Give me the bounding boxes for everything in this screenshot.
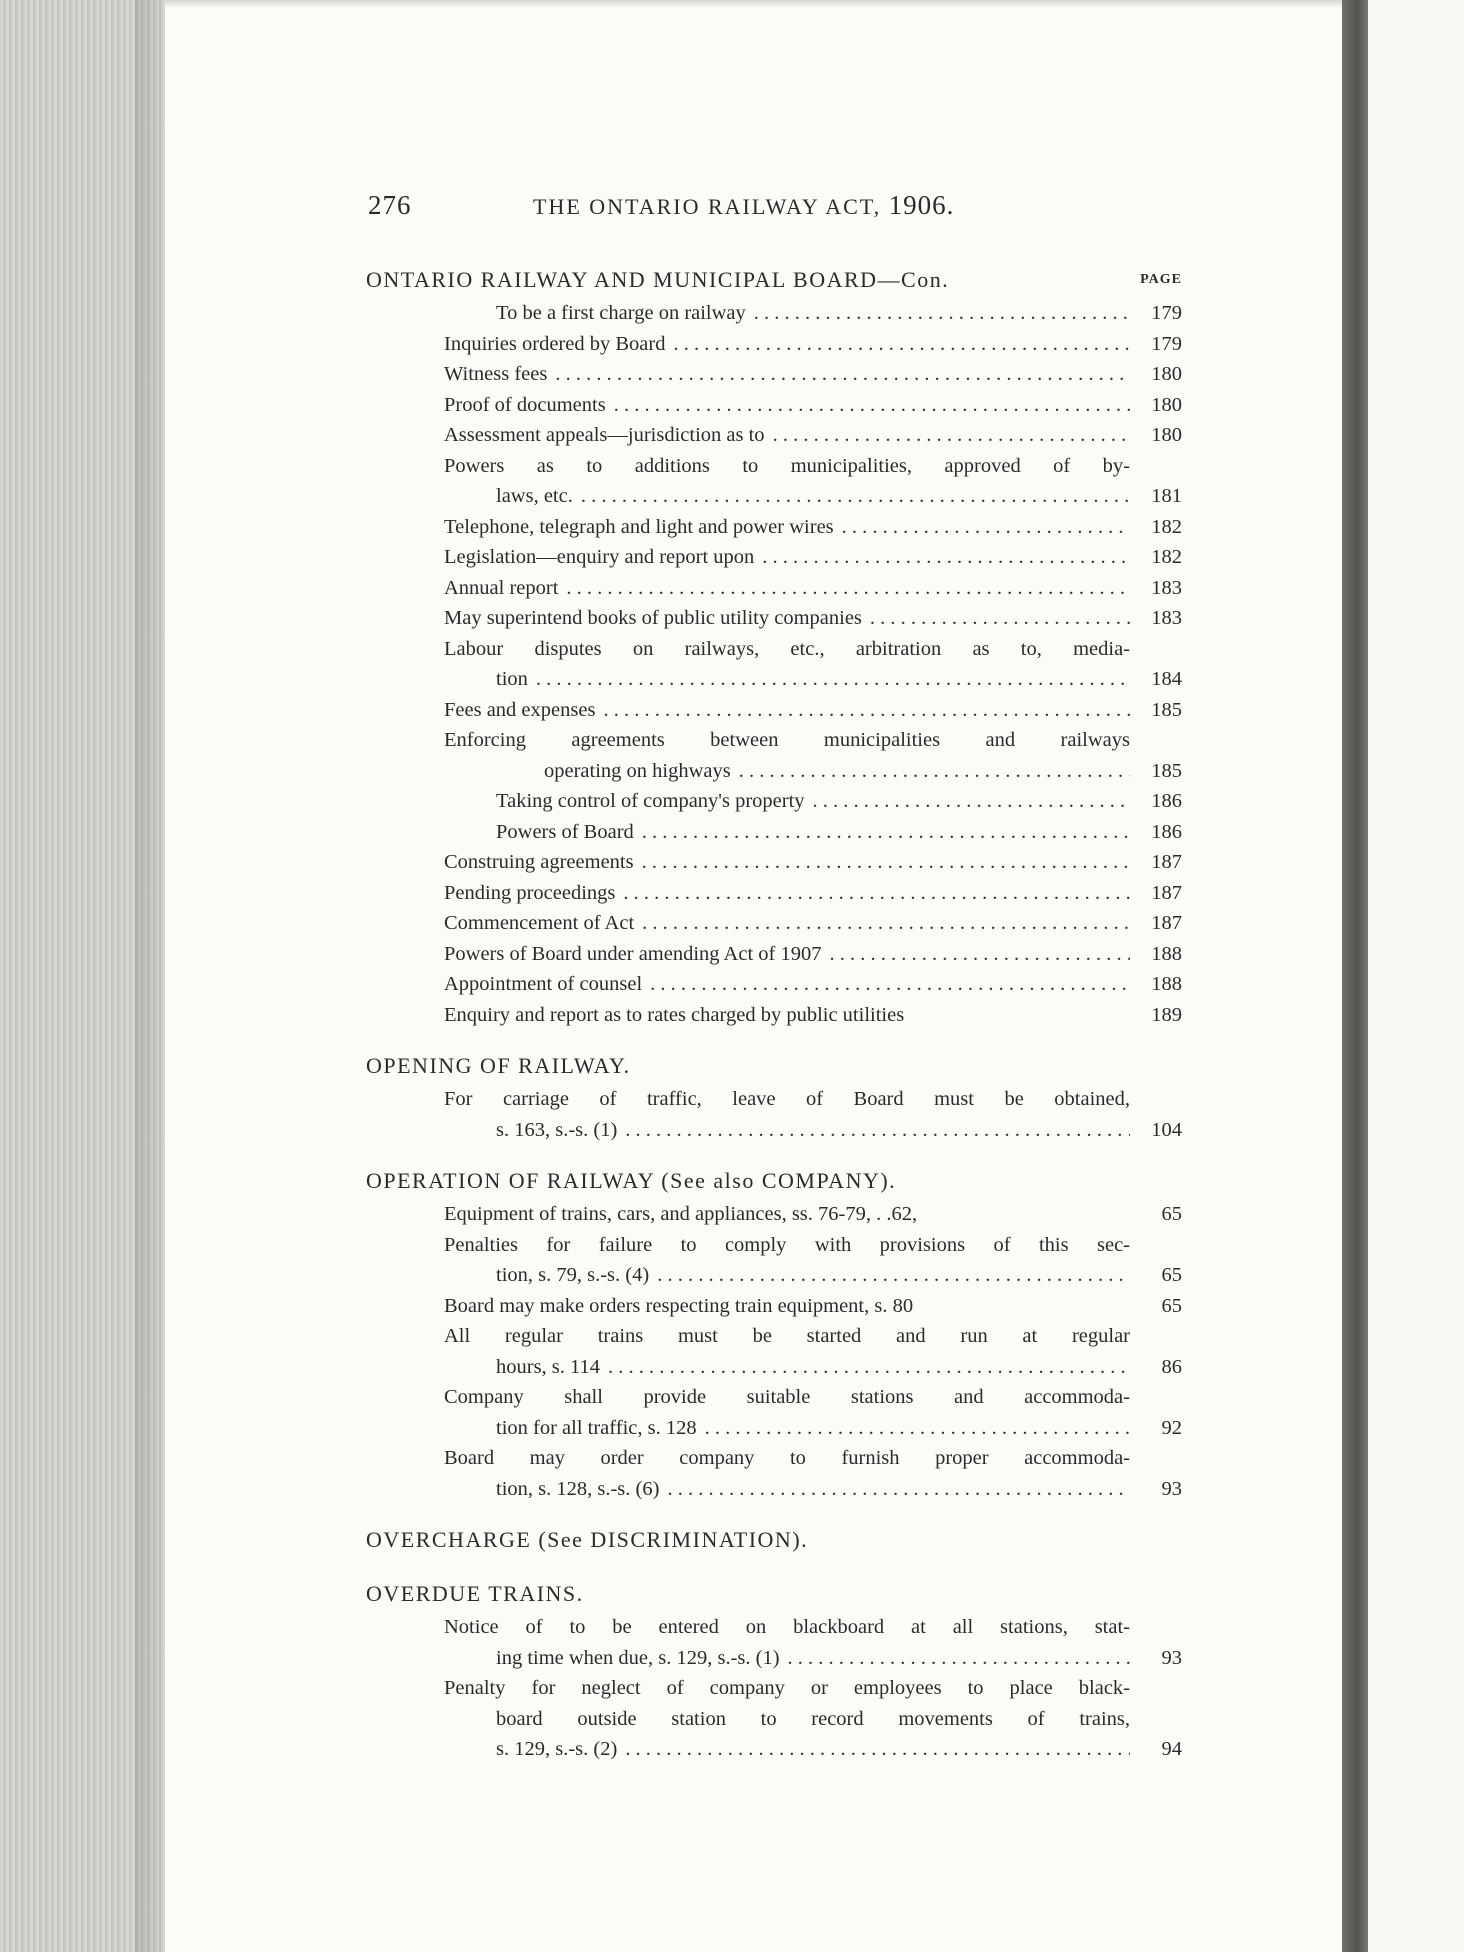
entry-text: tion, s. 128, s.-s. (6)	[496, 1477, 660, 1500]
index-entry	[366, 908, 1182, 939]
index-entry	[366, 390, 1182, 421]
entry-text: To be a first charge on railway	[496, 302, 746, 324]
entry-text: Powers as to additions to municipalities, approved of by-	[444, 454, 1130, 477]
section-heading	[366, 1522, 1182, 1558]
entry-line	[366, 451, 1130, 482]
entry-line	[366, 1704, 1130, 1735]
entry-line	[366, 878, 1130, 909]
entry-text: Company shall provide suitable stations and accommoda-	[444, 1386, 1130, 1408]
entry-line	[366, 1115, 1130, 1146]
entry-page-number: 183	[1151, 607, 1182, 629]
entry-text: s. 163, s.-s. (1)	[496, 1118, 618, 1141]
entry-line	[366, 908, 1130, 939]
entry-line	[366, 1413, 1130, 1444]
index-entry	[366, 1443, 1182, 1504]
entry-page-number: 186	[1151, 790, 1182, 812]
leader-dots	[566, 573, 1130, 604]
index-entry	[366, 878, 1182, 909]
entry-text: Proof of documents	[444, 393, 606, 416]
index-entry	[366, 1084, 1182, 1145]
entry-line	[366, 1199, 1130, 1230]
index-entry	[366, 1000, 1182, 1031]
entry-line	[366, 756, 1130, 787]
leader-dots	[642, 817, 1130, 848]
entry-text: Enquiry and report as to rates charged by public utilities	[444, 1003, 905, 1026]
leader-dots	[614, 390, 1130, 421]
section-gap	[366, 1504, 1182, 1522]
index-entry	[366, 329, 1182, 360]
entry-line	[366, 1734, 1130, 1765]
entry-text: May superintend books of public utility companies	[444, 607, 862, 629]
entry-page-number: 65	[1161, 1264, 1182, 1286]
index-entry	[366, 1199, 1182, 1230]
entry-page-number: 93	[1161, 1646, 1182, 1669]
leader-dots	[829, 939, 1130, 970]
leader-dots	[870, 603, 1130, 634]
leader-dots	[581, 481, 1130, 512]
entry-text: Annual report	[444, 576, 559, 599]
leader-dots	[813, 786, 1130, 817]
entry-page-number: 187	[1151, 851, 1182, 873]
facing-page	[1368, 0, 1464, 1952]
entry-text: For carriage of traffic, leave of Board must be obtained,	[444, 1088, 1130, 1110]
entry-page-number: 180	[1151, 363, 1182, 385]
entry-text: Commencement of Act	[444, 912, 635, 934]
entry-line	[366, 420, 1130, 451]
index-entry	[366, 786, 1182, 817]
entry-line	[366, 664, 1130, 695]
entry-text: Witness fees	[444, 363, 548, 385]
entry-line	[366, 1291, 1130, 1322]
section-heading-text: OPENING OF RAILWAY.	[366, 1053, 631, 1078]
entry-line	[366, 1673, 1130, 1704]
index-entry	[366, 1230, 1182, 1291]
leader-dots	[625, 1734, 1130, 1765]
index-entry	[366, 939, 1182, 970]
leader-dots	[673, 329, 1130, 360]
leader-dots	[555, 359, 1130, 390]
entry-page-number: 186	[1151, 820, 1182, 843]
index-entry	[366, 969, 1182, 1000]
entry-page-number: 185	[1151, 759, 1182, 782]
entry-page-number: 92	[1161, 1416, 1182, 1439]
section-heading	[366, 262, 1182, 298]
entry-line	[366, 847, 1130, 878]
entry-page-number: 180	[1151, 424, 1182, 446]
entry-text: Assessment appeals—jurisdiction as to	[444, 424, 765, 446]
section-gap	[366, 1030, 1182, 1048]
leader-dots	[536, 664, 1130, 695]
entry-text: Equipment of trains, cars, and appliances, ss. 76-79, . .62,	[444, 1203, 918, 1225]
entry-text: Telephone, telegraph and light and power wires	[444, 515, 834, 538]
entry-line	[366, 542, 1130, 573]
index-entry	[366, 634, 1182, 695]
page-column-label: PAGE	[1140, 272, 1182, 287]
section-heading-text: OVERDUE TRAINS.	[366, 1581, 584, 1606]
leader-dots	[625, 1115, 1130, 1146]
leader-dots	[667, 1474, 1130, 1505]
entry-line	[366, 1474, 1130, 1505]
index-entry	[366, 359, 1182, 390]
entry-line	[366, 481, 1130, 512]
leader-dots	[788, 1643, 1130, 1674]
entry-text: tion	[496, 668, 528, 690]
entry-line	[366, 359, 1130, 390]
entry-page-number: 93	[1161, 1477, 1182, 1500]
index-entry	[366, 603, 1182, 634]
entry-page-number: 187	[1151, 881, 1182, 904]
leader-dots	[762, 542, 1130, 573]
index-entry	[366, 573, 1182, 604]
entry-text: Notice of to be entered on blackboard at all stations, stat-	[444, 1616, 1130, 1638]
leader-dots	[739, 756, 1130, 787]
index-entry	[366, 847, 1182, 878]
entry-text: Pending proceedings	[444, 881, 616, 904]
entry-text: Legislation—enquiry and report upon	[444, 546, 755, 568]
entry-text: Taking control of company's property	[496, 790, 805, 812]
leader-dots	[657, 1260, 1130, 1291]
entry-page-number: 184	[1151, 668, 1182, 690]
entry-text: Board may order company to furnish proper accommoda-	[444, 1447, 1130, 1469]
entry-line	[366, 695, 1130, 726]
index-entry	[366, 695, 1182, 726]
section-heading-text: OVERCHARGE (See DISCRIMINATION).	[366, 1527, 809, 1552]
section-gap	[366, 1558, 1182, 1576]
index-entry	[366, 420, 1182, 451]
leader-dots	[603, 695, 1130, 726]
entry-line	[366, 1000, 1130, 1031]
entry-page-number: 65	[1161, 1203, 1182, 1225]
entry-line	[366, 786, 1130, 817]
leader-dots	[842, 512, 1130, 543]
index-entry	[366, 512, 1182, 543]
entry-text: Inquiries ordered by Board	[444, 332, 666, 355]
entry-line	[366, 1230, 1130, 1261]
entry-text: Fees and expenses	[444, 698, 596, 721]
entry-text: board outside station to record movements of trains,	[496, 1707, 1130, 1730]
index-entry	[366, 298, 1182, 329]
entry-line	[366, 329, 1130, 360]
entry-text: Construing agreements	[444, 851, 634, 873]
entry-text: ing time when due, s. 129, s.-s. (1)	[496, 1646, 780, 1669]
entry-text: Labour disputes on railways, etc., arbitration as to, media-	[444, 637, 1130, 660]
entry-line	[366, 1612, 1130, 1643]
entry-page-number: 179	[1151, 332, 1182, 355]
entry-line	[366, 1260, 1130, 1291]
entry-text: Appointment of counsel	[444, 973, 643, 995]
entry-page-number: 182	[1151, 546, 1182, 568]
leader-dots	[642, 847, 1130, 878]
entry-text: Powers of Board	[496, 820, 634, 843]
entry-line	[366, 573, 1130, 604]
section-heading	[366, 1576, 1182, 1612]
section-heading-text: OPERATION OF RAILWAY (See also COMPANY).	[366, 1168, 897, 1193]
book-edge	[0, 0, 165, 1952]
entry-line	[366, 634, 1130, 665]
index-entry	[366, 451, 1182, 512]
entry-page-number: 185	[1151, 698, 1182, 721]
running-head	[368, 190, 1180, 230]
entry-text: tion for all traffic, s. 128	[496, 1416, 697, 1439]
entry-line	[366, 969, 1130, 1000]
entry-page-number: 104	[1151, 1118, 1182, 1141]
leader-dots	[642, 908, 1130, 939]
index-content	[366, 262, 1182, 1765]
entry-line	[366, 512, 1130, 543]
leader-dots	[773, 420, 1130, 451]
entry-line	[366, 298, 1130, 329]
entry-page-number: 86	[1161, 1355, 1182, 1378]
section-gap	[366, 1145, 1182, 1163]
leader-dots	[623, 878, 1130, 909]
entry-page-number: 180	[1151, 393, 1182, 416]
entry-text: Penalty for neglect of company or employees to place black-	[444, 1677, 1130, 1699]
running-title-text: THE ONTARIO RAILWAY ACT,	[533, 194, 882, 219]
leader-dots	[608, 1352, 1130, 1383]
leader-dots	[650, 969, 1130, 1000]
entry-text: All regular trains must be started and run at regular	[444, 1325, 1130, 1347]
index-entry	[366, 817, 1182, 848]
entry-line	[366, 725, 1130, 756]
entry-page-number: 182	[1151, 515, 1182, 538]
entry-page-number: 187	[1151, 912, 1182, 934]
running-title	[533, 190, 954, 221]
entry-line	[366, 817, 1130, 848]
entry-line	[366, 390, 1130, 421]
entry-page-number: 183	[1151, 576, 1182, 599]
entry-text: operating on highways	[544, 759, 731, 782]
entry-text: Penalties for failure to comply with provisions of this sec-	[444, 1233, 1130, 1256]
entry-page-number: 188	[1151, 942, 1182, 965]
entry-line	[366, 1382, 1130, 1413]
entry-line	[366, 1084, 1130, 1115]
index-entry	[366, 1291, 1182, 1322]
entry-page-number: 181	[1151, 485, 1182, 507]
entry-line	[366, 1321, 1130, 1352]
running-title-year: 1906.	[888, 190, 955, 220]
entry-page-number: 65	[1161, 1294, 1182, 1317]
index-entry	[366, 725, 1182, 786]
index-entry	[366, 1382, 1182, 1443]
entry-line	[366, 1643, 1130, 1674]
entry-page-number: 179	[1151, 302, 1182, 324]
index-entry	[366, 1673, 1182, 1765]
leader-dots	[754, 298, 1130, 329]
entry-text: hours, s. 114	[496, 1355, 601, 1378]
entry-text: s. 129, s.-s. (2)	[496, 1738, 618, 1760]
page-shadow	[165, 0, 1345, 8]
entry-text: Board may make orders respecting train equipment, s. 80	[444, 1294, 914, 1317]
book-gutter	[1342, 0, 1368, 1952]
entry-line	[366, 1443, 1130, 1474]
entry-page-number: 189	[1151, 1003, 1182, 1026]
entry-line	[366, 1352, 1130, 1383]
page-number: 276	[368, 190, 412, 220]
entry-page-number: 188	[1151, 973, 1182, 995]
entry-text: tion, s. 79, s.-s. (4)	[496, 1264, 650, 1286]
index-entry	[366, 542, 1182, 573]
section-heading-text: ONTARIO RAILWAY AND MUNICIPAL BOARD—Con.	[366, 267, 950, 292]
entry-line	[366, 939, 1130, 970]
index-entry	[366, 1321, 1182, 1382]
entry-text: Enforcing agreements between municipalities and railways	[444, 729, 1130, 751]
entry-text: laws, etc.	[496, 485, 573, 507]
index-entry	[366, 1612, 1182, 1673]
entry-line	[366, 603, 1130, 634]
entry-page-number: 94	[1161, 1738, 1182, 1760]
entry-text: Powers of Board under amending Act of 1907	[444, 942, 822, 965]
section-heading	[366, 1163, 1182, 1199]
leader-dots	[705, 1413, 1130, 1444]
section-heading	[366, 1048, 1182, 1084]
